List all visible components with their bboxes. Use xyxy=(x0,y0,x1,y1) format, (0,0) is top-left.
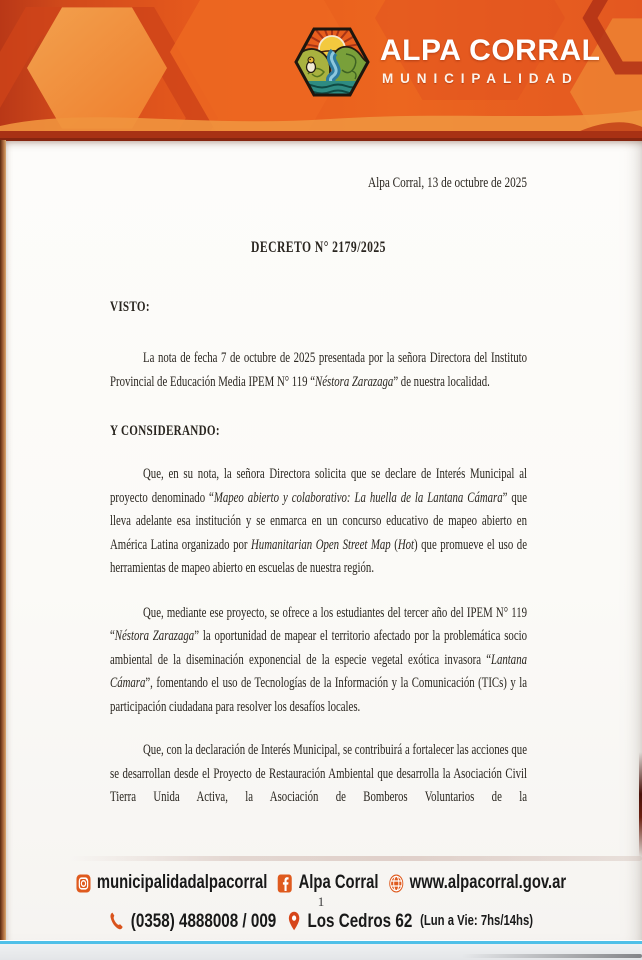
address-contact xyxy=(286,910,533,933)
footer-social-line xyxy=(71,872,572,894)
phone-contact xyxy=(109,910,276,933)
considerando-paragraph-3: Que, con la declaración de Interés Municipal, se contribuirá a fortalecer las acciones que se desarrollan desde el Proyecto de Restauración Ambiental que desarrolla la Asociación Civil Tierra Unida Activa, la Asociación de Bomberos Voluntarios de la xyxy=(110,742,527,805)
document-body xyxy=(110,141,527,810)
street-address: Los Cedros 62 xyxy=(307,909,413,932)
website-url: www.alpacorral.gov.ar xyxy=(409,872,567,893)
instagram-icon xyxy=(76,874,91,893)
scan-left-edge xyxy=(0,140,6,944)
instagram-handle: municipalidadalpacorral xyxy=(96,872,268,893)
location-pin-icon xyxy=(286,911,301,931)
considerando-label: Y CONSIDERANDO: xyxy=(110,423,220,439)
scan-bottom-smudge xyxy=(462,954,642,958)
facebook-icon xyxy=(278,874,293,893)
page-number: 1 xyxy=(317,894,325,909)
decree-title: DECRETO N° 2179/2025 xyxy=(251,239,386,256)
brand-subtitle: MUNICIPALIDAD xyxy=(382,71,579,86)
footer-contact-band xyxy=(0,872,642,933)
instagram-contact xyxy=(76,872,268,894)
considerando-paragraph-2: Que, mediante ese proyecto, se ofrece a los estudiantes del tercer año del IPEM N° 119 “Néstora Zarazaga” la oportunidad de mapear el territorio afectado por la problemática socio ambiental de la diseminación exponencial de la especie vegetal exótica invasora “Lantana Cámara”, fomentando el uso de Tecnologías de la Información y la Comunicación (TICs) y la participación ciudadana para resolver los desafíos locales. xyxy=(110,604,528,715)
date-line: Alpa Corral, 13 de octubre de 2025 xyxy=(367,175,527,191)
letterhead-header xyxy=(0,0,642,141)
globe-icon xyxy=(389,874,404,893)
paper-crease-line xyxy=(70,856,642,861)
considerando-paragraph-1: Que, en su nota, la señora Directora solicita que se declare de Interés Municipal al proyecto denominado “Mapeo abierto y colaborativo: La huella de la Lantana Cámara” que lleva adelante esa institución y se enmarca en un concurso educativo de mapeo abierto en América Latina organizado por Humanitarian Open Street Map (Hot) que promueve el uso de herramientas de mapeo abierto en escuelas de nuestra región. xyxy=(110,466,527,576)
municipality-logo xyxy=(294,21,370,103)
website-contact xyxy=(389,872,567,894)
brand-title: ALPA CORRAL xyxy=(380,34,601,67)
phone-number: (0358) 4888008 / 009 xyxy=(130,909,277,932)
facebook-page-name: Alpa Corral xyxy=(298,872,379,893)
visto-label: VISTO: xyxy=(110,299,150,315)
footer-contact-line xyxy=(71,909,572,933)
office-hours: (Lun a Vie: 7hs/14hs) xyxy=(420,913,534,929)
facebook-contact xyxy=(278,872,379,894)
visto-paragraph: La nota de fecha 7 de octubre de 2025 presentada por la señora Directora del Instituto Provincial de Educación Media IPEM N° 119 “Néstora Zarazaga” de nuestra localidad. xyxy=(110,350,527,390)
phone-icon xyxy=(109,911,125,931)
brand-block xyxy=(0,0,642,141)
